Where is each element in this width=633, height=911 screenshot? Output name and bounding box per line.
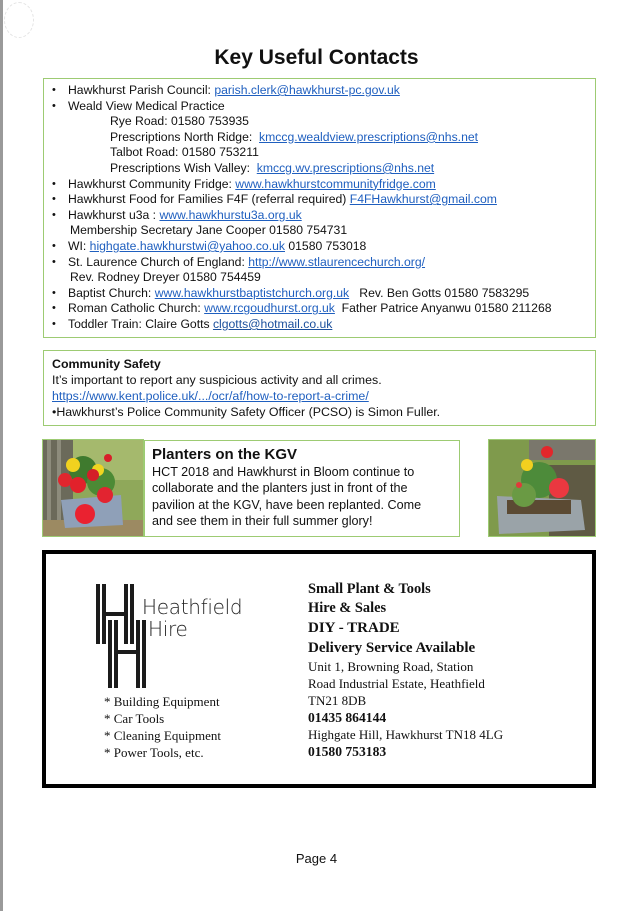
heathfield-hire-logo — [96, 584, 256, 688]
contact-label: Toddler Train: Claire Gotts — [68, 316, 213, 331]
advert-phone: 01435 864144 — [308, 710, 387, 725]
community-safety-text: It’s important to report any suspicious activity and all crimes. — [52, 373, 382, 387]
contact-item — [52, 192, 595, 208]
contact-item — [52, 301, 595, 317]
report-crime-link[interactable]: https://www.kent.police.uk/.../ocr/af/how-to-report-a-crime/ — [52, 389, 369, 403]
contact-link[interactable]: clgotts@hotmail.co.uk — [212, 316, 333, 331]
contact-link[interactable]: kmccg.wealdview.prescriptions@nhs.net — [259, 129, 479, 144]
advert-headline: Small Plant & Tools — [308, 581, 431, 597]
advert-headline: Delivery Service Available — [308, 640, 476, 656]
corner-watermark-circle — [4, 2, 34, 38]
contact-link[interactable]: highgate.hawkhurstwi@yahoo.co.uk — [89, 238, 285, 253]
planters-line: HCT 2018 and Hawkhurst in Bloom continue to — [152, 465, 415, 479]
contact-item — [52, 270, 595, 286]
contact-item — [52, 286, 595, 302]
contact-item — [52, 83, 595, 99]
advert-address: Highgate Hill, Hawkhurst TN18 4LG — [308, 727, 504, 742]
pcso-text: •Hawkhurst’s Police Community Safety Officer (PCSO) is Simon Fuller. — [52, 405, 441, 419]
page-left-edge — [0, 0, 3, 911]
hh-logo-mark-icon — [96, 584, 146, 688]
planters-box — [144, 440, 460, 537]
heathfield-hire-advert — [42, 550, 596, 788]
planters-text — [152, 464, 459, 530]
planters-line: collaborate and the planters just in front of the — [152, 481, 408, 496]
contacts-box — [43, 78, 596, 338]
contact-label: Hawkhurst Food for Families F4F (referral required) — [68, 192, 350, 207]
advert-headline: DIY - TRADE — [308, 620, 400, 636]
contact-item — [52, 99, 595, 115]
community-safety-title: Community Safety — [52, 357, 161, 371]
contact-link[interactable]: www.hawkhurstcommunityfridge.com — [235, 176, 436, 191]
contact-item — [52, 130, 595, 146]
page-title: Key Useful Contacts — [214, 46, 419, 69]
advert-details — [308, 580, 503, 760]
advert-headline: Hire & Sales — [308, 600, 387, 616]
contact-link[interactable]: F4FHawkhurst@gmail.com — [349, 192, 497, 207]
contact-label: Rev. Rodney Dreyer 01580 754459 — [70, 270, 261, 285]
feature-item: * Car Tools — [104, 711, 165, 726]
logo-word-hire: Hire — [148, 617, 188, 641]
contact-item — [52, 161, 595, 177]
feature-item: * Cleaning Equipment — [104, 728, 221, 743]
contact-label: Hawkhurst Community Fridge: — [68, 176, 236, 191]
contact-item — [52, 239, 595, 255]
advert-address: Road Industrial Estate, Heathfield — [308, 676, 485, 691]
contact-link[interactable]: www.rcgoudhurst.org.uk — [204, 301, 335, 316]
contact-label: Weald View Medical Practice — [68, 98, 225, 113]
flower-planter-image — [43, 440, 143, 536]
planter-photo-right — [488, 439, 596, 537]
feature-item: * Power Tools, etc. — [104, 745, 204, 760]
contact-item — [52, 223, 595, 239]
contact-item — [52, 177, 595, 193]
contact-extra: Father Patrice Anyanwu 01580 211268 — [334, 301, 552, 316]
flower-planter-image — [489, 440, 595, 536]
advert-address: Unit 1, Browning Road, Station — [308, 659, 474, 674]
community-safety-box — [43, 350, 596, 426]
contact-link[interactable]: www.hawkhurstu3a.org.uk — [159, 207, 302, 222]
contact-link[interactable]: parish.clerk@hawkhurst-pc.gov.uk — [214, 83, 400, 97]
contact-link[interactable]: http://www.stlaurencechurch.org/ — [248, 254, 426, 269]
contact-item — [52, 255, 595, 271]
contact-label: Prescriptions North Ridge: — [110, 129, 260, 144]
contact-label: Hawkhurst u3a : — [68, 207, 160, 222]
feature-item: * Building Equipment — [104, 694, 220, 709]
contact-extra: Rev. Ben Gotts 01580 7583295 — [349, 285, 530, 300]
contact-item — [52, 114, 595, 130]
contact-label: Rye Road: 01580 753935 — [110, 114, 249, 129]
contact-label: Talbot Road: 01580 753211 — [110, 145, 259, 160]
contact-label: Hawkhurst Parish Council: — [68, 83, 215, 97]
contact-item — [52, 317, 595, 333]
contact-link[interactable]: www.hawkhurstbaptistchurch.org.uk — [154, 285, 350, 300]
contact-item — [52, 208, 595, 224]
contact-label: Membership Secretary Jane Cooper 01580 754731 — [70, 223, 348, 238]
contacts-list — [44, 79, 595, 333]
planters-line: and see them in their full summer glory! — [152, 514, 373, 529]
contact-link[interactable]: kmccg.wv.prescriptions@nhs.net — [256, 160, 435, 175]
contact-label: Roman Catholic Church: — [68, 301, 205, 316]
contact-label: Baptist Church: — [68, 285, 155, 300]
contact-item — [52, 145, 595, 161]
planters-title: Planters on the KGV — [152, 446, 298, 463]
advert-address: TN21 8DB — [308, 693, 367, 708]
planter-photo-left — [42, 439, 144, 537]
feature-list — [104, 693, 221, 761]
contact-label: WI: — [68, 238, 90, 253]
planters-line: pavilion at the KGV, have been replanted. Come — [152, 497, 422, 512]
advert-phone: 01580 753183 — [308, 744, 387, 759]
contact-label: St. Laurence Church of England: — [68, 254, 249, 269]
page-number: Page 4 — [295, 851, 338, 866]
logo-word-heathfield: Heathfield — [142, 595, 243, 619]
contact-label: Prescriptions Wish Valley: — [110, 160, 257, 175]
contact-extra: 01580 753018 — [284, 238, 367, 253]
